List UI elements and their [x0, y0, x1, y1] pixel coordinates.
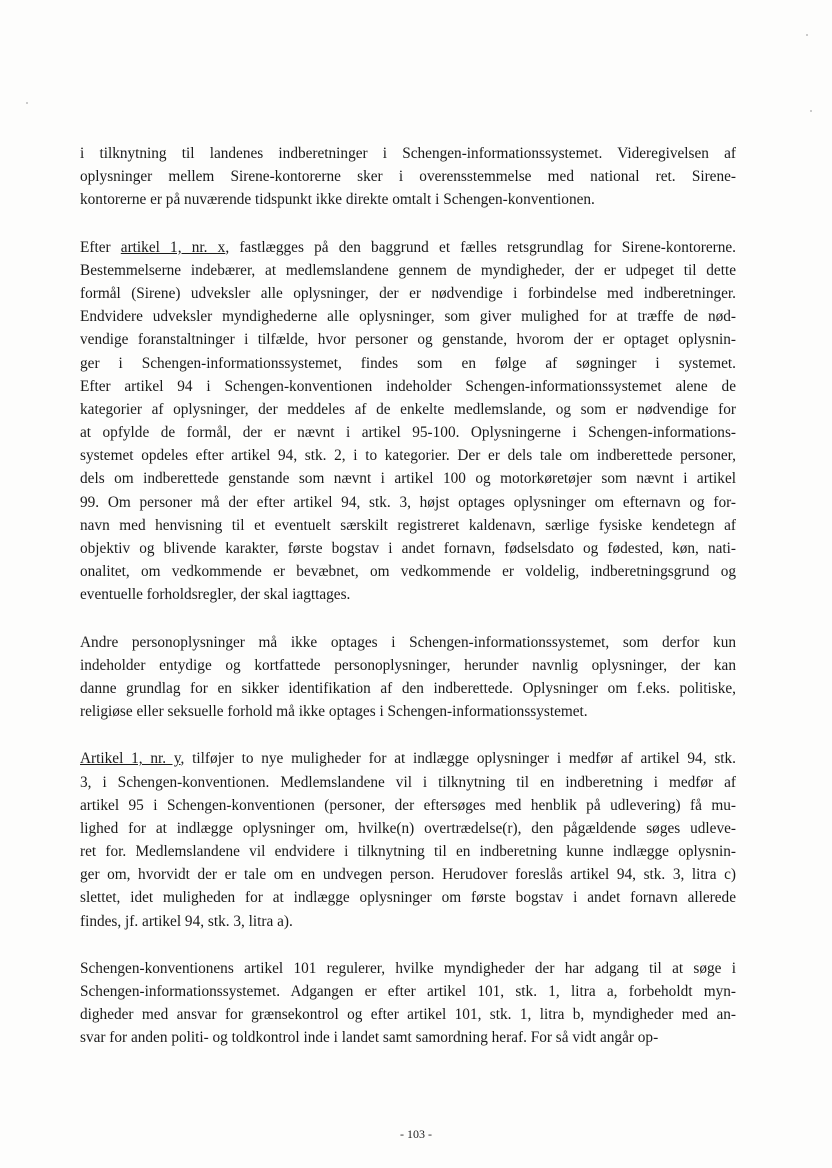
scan-speck [26, 102, 28, 104]
paragraph-gap [80, 212, 736, 236]
text-segment: 3, i Schengen-konventionen. Medlemslandene vil i tilknytning til en indberetning i medfør af [80, 773, 736, 791]
text-line [80, 142, 736, 165]
text-segment: indeholder entydige og kortfattede personoplysninger, herunder navnlig oplysninger, der kan [80, 656, 736, 674]
paragraph [80, 957, 736, 1050]
text-line [80, 957, 736, 980]
text-segment: Endvidere udveksler myndighederne alle oplysninger, som giver mulighed for at træffe de nød- [80, 308, 736, 326]
text-line [80, 491, 736, 514]
page-number: - 103 - [400, 1127, 432, 1141]
text-line [80, 398, 736, 421]
text-segment: ger om, hvorvidt der er tale om en undvegen person. Herudover foreslås artikel 94, stk. 3, litra c) [80, 866, 736, 884]
text-segment: systemet opdeles efter artikel 94, stk. 2, i to kategorier. Der er dels tale om indberettede personer, [80, 447, 736, 465]
text-segment: Bestemmelserne indebærer, at medlemslandene gennem de myndigheder, der er udpeget til dette [80, 261, 736, 279]
text-line [80, 794, 736, 817]
text-segment: , tilføjer to nye muligheder for at indlægge oplysninger i medfør af artikel 94, stk. [180, 750, 736, 768]
text-line [80, 514, 736, 537]
text-segment: eventuelle forholdsregler, der skal iagttages. [80, 586, 351, 604]
text-line [80, 654, 736, 677]
text-line [80, 910, 736, 933]
scan-speck [806, 34, 808, 36]
text-line [80, 305, 736, 328]
article-reference: artikel 1, nr. x [120, 238, 226, 256]
text-segment: slettet, idet muligheden for at indlægge oplysninger om første bogstav i andet fornavn allerede [80, 889, 736, 907]
text-segment: Schengen-informationssystemet. Adgangen er efter artikel 101, stk. 1, litra a, forbeholdt myn- [80, 983, 736, 1000]
paragraph-gap [80, 607, 736, 631]
text-segment: kontorerne er på nuværende tidspunkt ikke direkte omtalt i Schengen-konventionen. [80, 191, 595, 209]
text-segment: ger i Schengen-informationssystemet, findes som en følge af søgninger i systemet. [80, 354, 736, 372]
scan-speck [810, 110, 812, 112]
paragraph [80, 747, 736, 933]
text-line [80, 863, 736, 886]
text-line [80, 771, 736, 794]
text-segment: oplysninger mellem Sirene-kontorerne sker i overensstemmelse med national ret. Sirene- [80, 168, 736, 186]
text-line [80, 421, 736, 444]
text-segment: vendige foranstaltninger i tilfælde, hvor personer og genstande, hvorom der er optaget oplysnin- [80, 331, 736, 349]
text-line [80, 583, 736, 606]
paragraph [80, 631, 736, 724]
text-line [80, 1026, 736, 1049]
text-segment: ret for. Medlemslandene vil endvidere i tilknytning til en indberetning kunne indlægge oplysnin- [80, 843, 736, 861]
text-line [80, 165, 736, 188]
text-segment: dels om indberettede genstande som nævnt i artikel 100 og motorkøretøjer som nævnt i artikel [80, 470, 736, 488]
text-line [80, 188, 736, 211]
text-line [80, 677, 736, 700]
text-segment: Efter artikel 94 i Schengen-konventionen indeholder Schengen-informationssystemet alene de [80, 377, 736, 395]
text-segment: onalitet, om vedkommende er bevæbnet, om vedkommende er voldelig, indberetningsgrund og [80, 563, 736, 581]
text-line [80, 537, 736, 560]
text-line [80, 282, 736, 305]
text-line [80, 375, 736, 398]
document-body [80, 142, 736, 1050]
text-line [80, 1003, 736, 1026]
text-segment: , fastlægges på den baggrund et fælles retsgrundlag for Sirene-kontorerne. [225, 238, 736, 256]
article-reference: Artikel 1, nr. y [80, 750, 181, 768]
text-line [80, 259, 736, 282]
paragraph-gap [80, 933, 736, 957]
text-line [80, 700, 736, 723]
text-segment: 99. Om personer må der efter artikel 94, stk. 3, højst optages oplysninger om efternavn og for- [80, 493, 736, 511]
text-line [80, 631, 736, 654]
text-segment: artikel 95 i Schengen-konventionen (personer, der eftersøges med henblik på udlevering) få mu- [80, 796, 736, 814]
text-line [80, 747, 736, 770]
paragraph [80, 142, 736, 212]
text-line [80, 817, 736, 840]
text-segment: lighed for at indlægge oplysninger om, hvilke(n) overtrædelse(r), den pågældende søges udleve- [80, 819, 736, 837]
text-line [80, 840, 736, 863]
text-segment: i tilknytning til landenes indberetninger i Schengen-informationssystemet. Videregivelsen af [80, 145, 736, 162]
text-segment: svar for anden politi- og toldkontrol inde i landet samt samordning heraf. For så vidt angår op- [80, 1029, 659, 1047]
text-segment: religiøse eller seksuelle forhold må ikke optages i Schengen-informationssystemet. [80, 703, 588, 721]
text-segment: Schengen-konventionens artikel 101 regulerer, hvilke myndigheder der har adgang til at søge i [80, 959, 736, 977]
text-line [80, 444, 736, 467]
text-segment: Efter [80, 238, 121, 256]
text-line [80, 886, 736, 909]
text-line [80, 352, 736, 375]
text-segment: objektiv og blivende karakter, første bogstav i andet fornavn, fødselsdato og fødested, køn, nati- [80, 540, 736, 557]
text-segment: findes, jf. artikel 94, stk. 3, litra a). [80, 912, 293, 930]
text-segment: danne grundlag for en sikker identifikation af den indberettede. Oplysninger om f.eks. politiske, [80, 679, 736, 697]
text-line [80, 467, 736, 490]
text-segment: navn med henvisning til et eventuelt særskilt registreret kaldenavn, særlige fysiske kendetegn af [80, 516, 736, 534]
text-segment: at opfylde de formål, der er nævnt i artikel 95-100. Oplysningerne i Schengen-informations- [80, 424, 736, 442]
paragraph [80, 236, 736, 607]
text-segment: Andre personoplysninger må ikke optages i Schengen-informationssystemet, som derfor kun [80, 633, 736, 651]
paragraph-gap [80, 723, 736, 747]
text-line [80, 328, 736, 351]
text-line [80, 560, 736, 583]
text-line [80, 980, 736, 1003]
text-line [80, 236, 736, 259]
text-segment: formål (Sirene) udveksler alle oplysninger, der er nødvendige i forbindelse med indberetninger. [80, 284, 736, 302]
text-segment: kategorier af oplysninger, der meddeles af de enkelte medlemslande, og som er nødvendige for [80, 400, 736, 418]
text-segment: digheder med ansvar for grænsekontrol og efter artikel 101, stk. 1, litra b, myndigheder med an- [80, 1006, 736, 1024]
